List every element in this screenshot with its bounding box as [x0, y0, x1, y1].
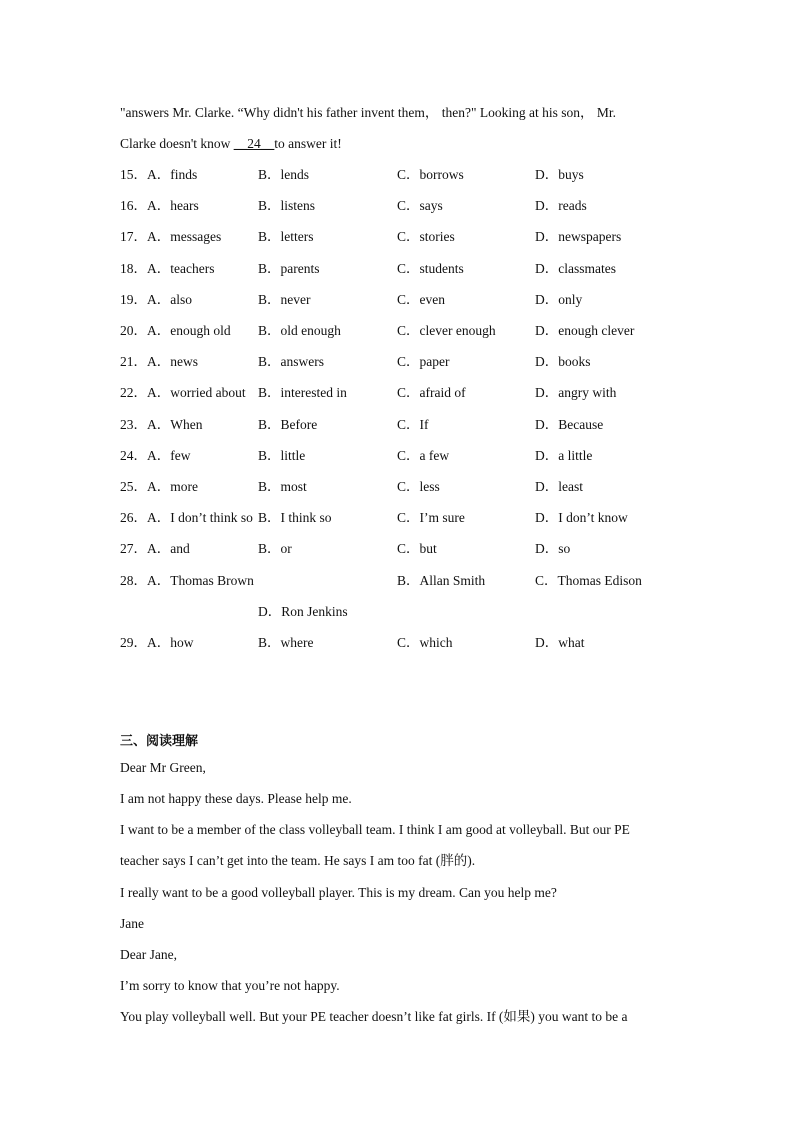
option-c: C．clever enough	[397, 323, 496, 338]
question-row	[120, 261, 680, 277]
option-a	[120, 323, 231, 339]
passage-line-2	[120, 136, 342, 152]
option-a-text: and	[170, 541, 190, 556]
question-row	[120, 448, 680, 464]
option-c: C．I’m sure	[397, 510, 465, 525]
option-d: D．I don’t know	[535, 510, 628, 525]
question-number: 24．A．	[120, 448, 171, 463]
option-c: C．stories	[397, 229, 455, 244]
option-b: B．letters	[258, 229, 314, 244]
option-d: D．classmates	[535, 261, 616, 276]
question-row	[120, 354, 680, 370]
option-c: C．less	[397, 479, 440, 494]
option-d: D．Because	[535, 417, 604, 432]
option-a	[120, 229, 221, 245]
question-row	[120, 323, 680, 339]
option-d: D．newspapers	[535, 229, 622, 244]
question-row	[120, 167, 680, 183]
letter-signature: Jane	[120, 916, 144, 931]
letter-line: Dear Mr Green,	[120, 760, 206, 775]
option-a-text: enough old	[170, 323, 231, 338]
option-b: B．interested in	[258, 385, 347, 400]
option-b: B．old enough	[258, 323, 341, 338]
section-title-reading: 三、阅读理解	[120, 734, 199, 749]
question-number: 27．A．	[120, 541, 171, 556]
question-number: 22．A．	[120, 385, 171, 400]
option-a-text: news	[170, 354, 198, 369]
question-29	[120, 635, 680, 651]
option-b: B．where	[258, 635, 314, 650]
option-a	[120, 417, 202, 433]
option-a	[120, 448, 191, 464]
option-c: C．If	[397, 417, 429, 432]
option-a-text: finds	[170, 167, 198, 182]
option-c: C．paper	[397, 354, 450, 369]
letter-line: I am not happy these days. Please help me.	[120, 791, 352, 806]
question-row	[120, 198, 680, 214]
letter-line: I’m sorry to know that you’re not happy.	[120, 978, 340, 993]
option-a	[120, 354, 198, 370]
option-a-text: When	[170, 417, 203, 432]
question-number: 23．A．	[120, 417, 171, 432]
option-c: C．says	[397, 198, 443, 213]
option-d: D．enough clever	[535, 323, 635, 338]
option-a-text: hears	[170, 198, 199, 213]
question-number: 19．A．	[120, 292, 171, 307]
question-number: 29．A．	[120, 635, 171, 650]
option-a	[120, 385, 246, 401]
question-row	[120, 541, 680, 557]
option-b: B．listens	[258, 198, 316, 213]
letter-line: You play volleyball well. But your PE teacher doesn’t like fat girls. If (如果) you want to be a	[120, 1009, 628, 1024]
question-number: 16．A．	[120, 198, 171, 213]
question-number: 17．A．	[120, 229, 171, 244]
question-number: 21．A．	[120, 354, 171, 369]
option-d: D．a little	[535, 448, 593, 463]
passage-line-1: "answers Mr. Clarke. “Why didn't his father invent them， then?" Looking at his son， Mr.	[120, 105, 616, 120]
letter-line: I really want to be a good volleyball player. This is my dream. Can you help me?	[120, 885, 557, 900]
option-b: B．I think so	[258, 510, 332, 525]
option-d: D．so	[535, 541, 571, 556]
option-a-text: I don’t think so	[170, 510, 253, 525]
option-a-text: teachers	[170, 261, 215, 276]
option-a	[120, 510, 253, 526]
option-a	[120, 167, 197, 183]
option-d: D．only	[535, 292, 583, 307]
letter-line: teacher says I can’t get into the team. He says I am too fat (胖的).	[120, 853, 476, 868]
option-c: C．Thomas Edison	[535, 573, 642, 588]
question-number: 20．A．	[120, 323, 171, 338]
option-a-text: few	[170, 448, 191, 463]
option-a	[120, 573, 254, 589]
question-row	[120, 292, 680, 308]
option-a-text: also	[170, 292, 192, 307]
question-28	[120, 573, 680, 589]
option-c: C．even	[397, 292, 445, 307]
option-a-text: worried about	[170, 385, 246, 400]
option-c: C．borrows	[397, 167, 464, 182]
option-d: D．angry with	[535, 385, 617, 400]
passage-line-2-text: Clarke doesn't know	[120, 136, 234, 151]
question-row	[120, 229, 680, 245]
question-28-continued	[120, 604, 680, 620]
option-d: D．books	[535, 354, 591, 369]
option-a	[120, 261, 214, 277]
option-c: C．afraid of	[397, 385, 466, 400]
option-d: D．what	[535, 635, 585, 650]
question-number: 28．A．	[120, 573, 171, 588]
option-b: B．lends	[258, 167, 310, 182]
option-a	[120, 292, 192, 308]
option-d: D．reads	[535, 198, 587, 213]
option-b: B．most	[258, 479, 307, 494]
question-row	[120, 479, 680, 495]
option-b: B．parents	[258, 261, 320, 276]
option-a-text: messages	[170, 229, 222, 244]
question-row	[120, 417, 680, 433]
option-a	[120, 541, 190, 557]
option-d: D．buys	[535, 167, 584, 182]
passage-line-2-end: to answer it!	[274, 136, 342, 151]
option-c: C．a few	[397, 448, 450, 463]
option-b: B．never	[258, 292, 311, 307]
option-a-text: more	[170, 479, 198, 494]
option-c: C．which	[397, 635, 453, 650]
question-number: 26．A．	[120, 510, 171, 525]
option-a-text: Thomas Brown	[170, 573, 254, 588]
option-b: B．Allan Smith	[397, 573, 486, 588]
option-d: D．least	[535, 479, 583, 494]
question-number: 18．A．	[120, 261, 171, 276]
letter-line: I want to be a member of the class volleyball team. I think I am good at volleyball. But our PE	[120, 822, 630, 837]
option-b: B．answers	[258, 354, 324, 369]
option-c: C．but	[397, 541, 437, 556]
blank-24: __24__	[233, 136, 275, 151]
question-row	[120, 510, 680, 526]
option-a	[120, 479, 198, 495]
option-b: B．little	[258, 448, 306, 463]
question-number: 15．A．	[120, 167, 171, 182]
option-b: B．Before	[258, 417, 318, 432]
question-number: 25．A．	[120, 479, 171, 494]
letter-line: Dear Jane,	[120, 947, 177, 962]
option-a	[120, 635, 194, 651]
option-a	[120, 198, 199, 214]
option-b: B．or	[258, 541, 292, 556]
option-c: C．students	[397, 261, 464, 276]
option-a-text: how	[170, 635, 194, 650]
option-d: D．Ron Jenkins	[258, 604, 348, 619]
question-row	[120, 385, 680, 401]
